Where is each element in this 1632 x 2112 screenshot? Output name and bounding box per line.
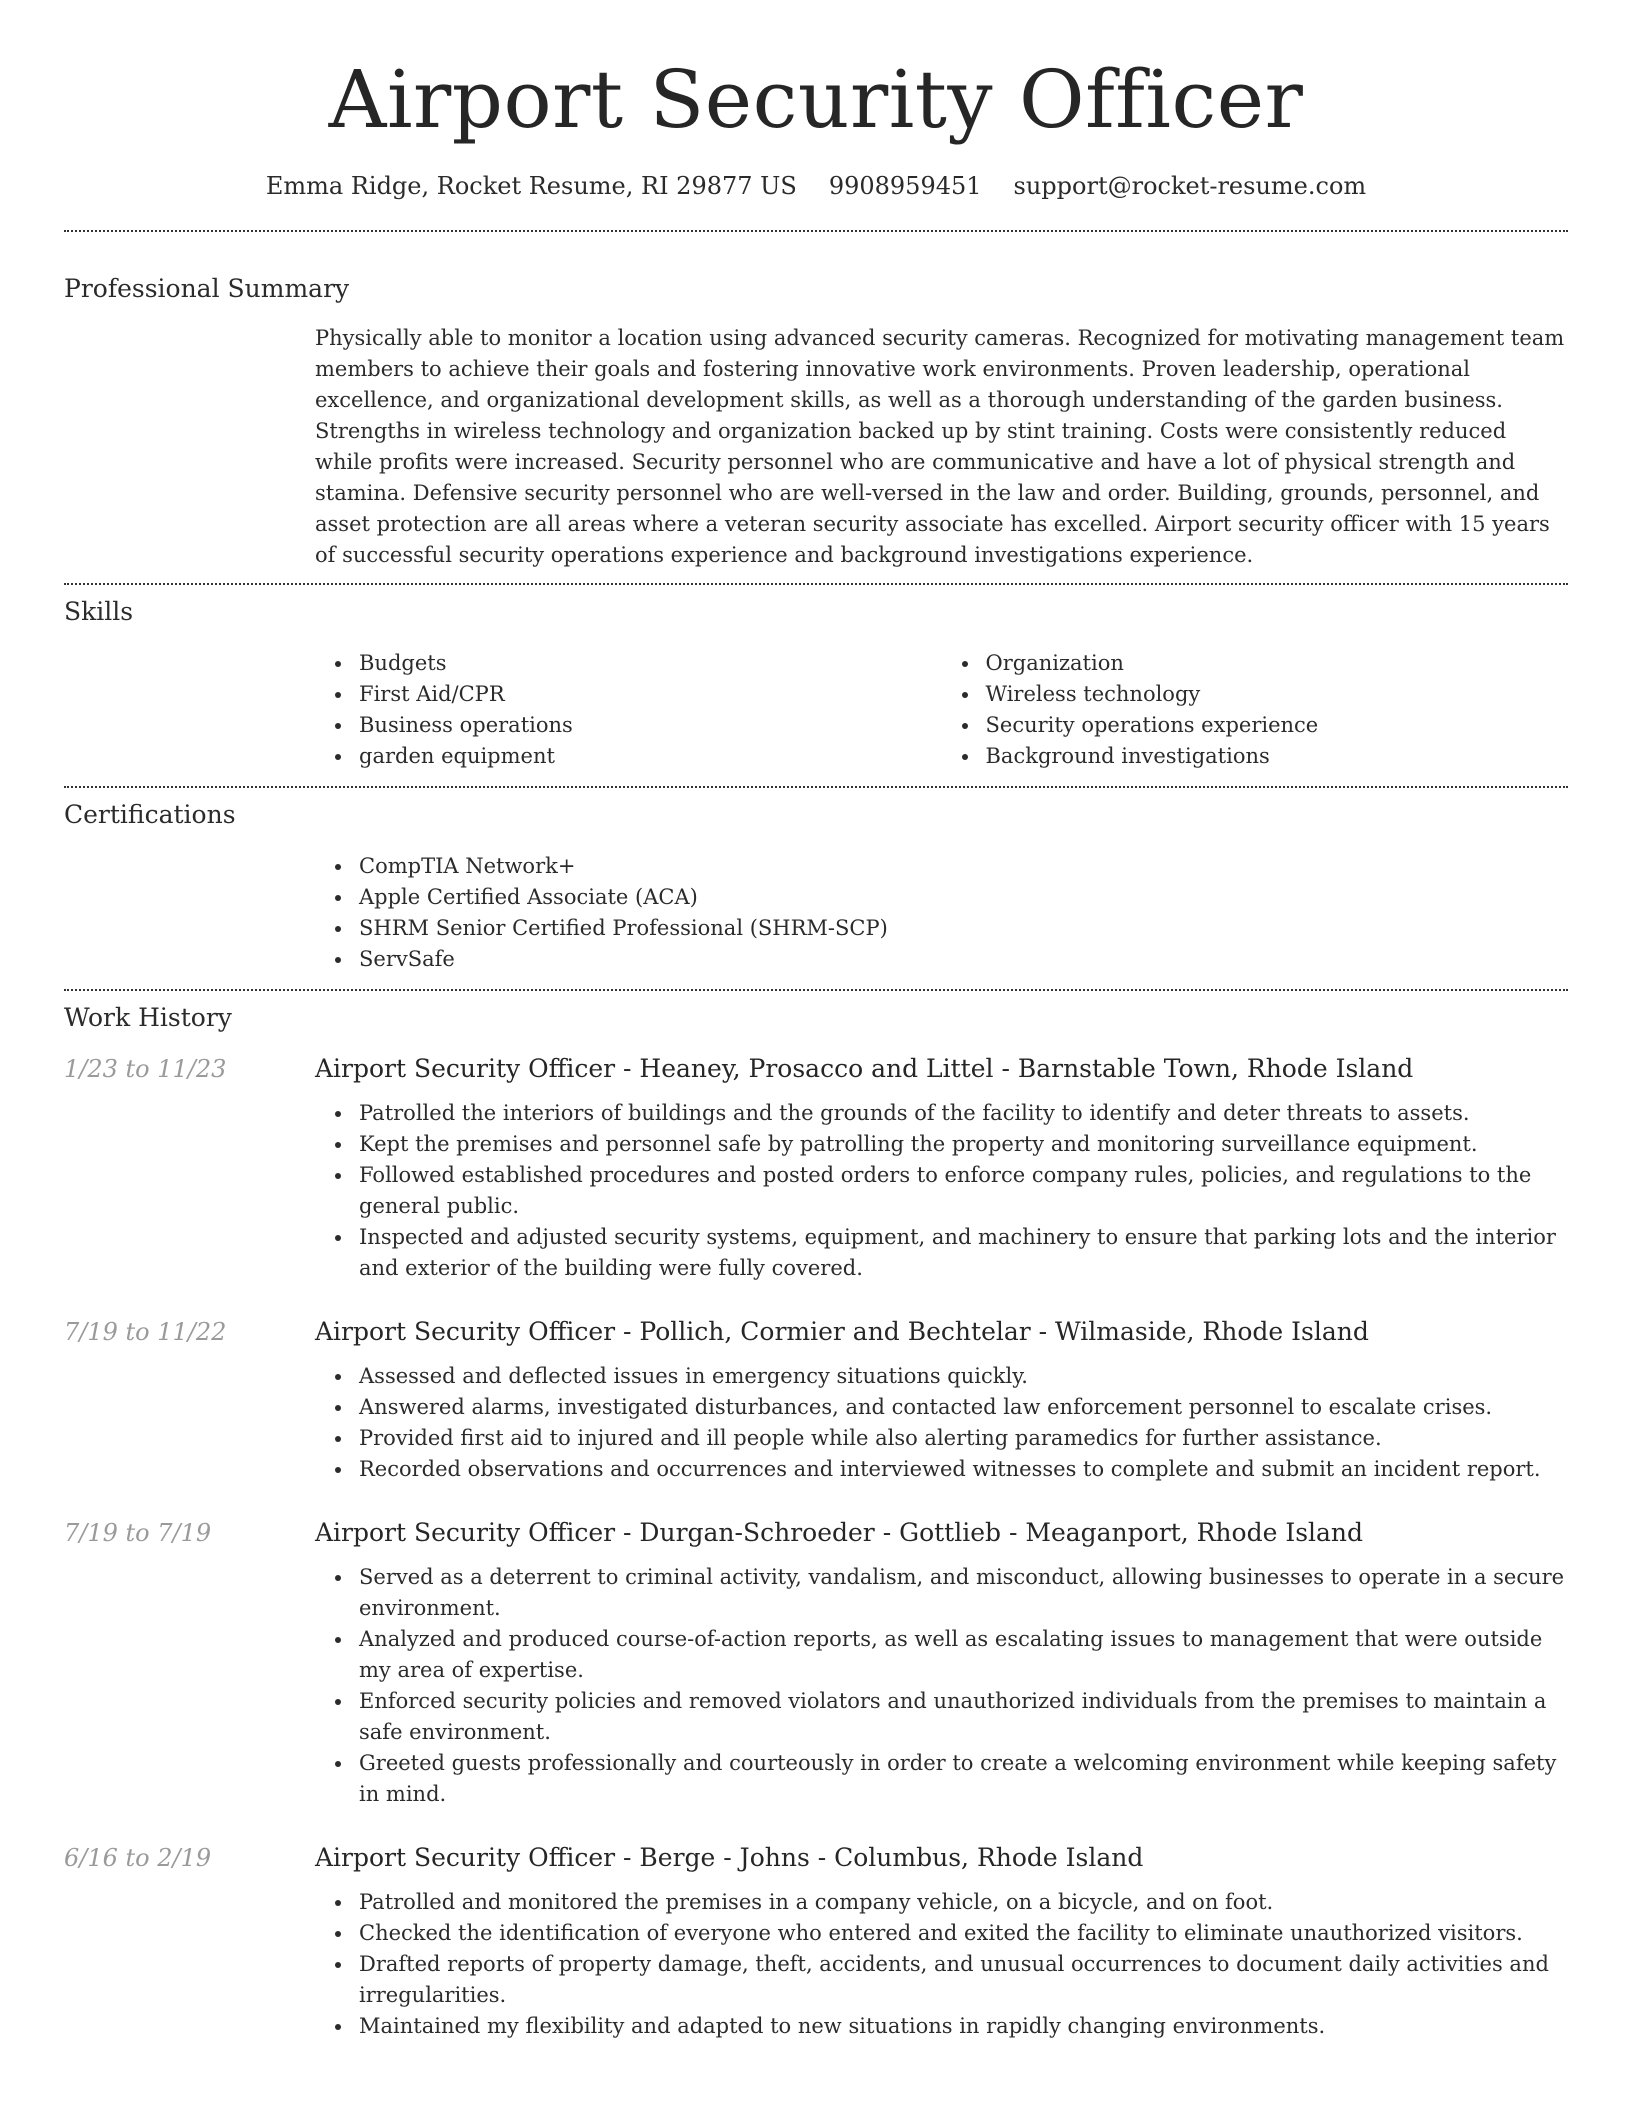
job-entry bbox=[64, 1516, 1568, 1810]
job-duty: Patrolled the interiors of buildings and the grounds of the facility to identify and deter threats to assets. bbox=[359, 1098, 1568, 1129]
skills-section bbox=[64, 585, 1568, 786]
contact-line bbox=[64, 172, 1568, 200]
job-entry bbox=[64, 1841, 1568, 2042]
job-duty: Recorded observations and occurrences and interviewed witnesses to complete and submit an incident report. bbox=[359, 1454, 1568, 1485]
contact-phone[interactable]: 9908959451 bbox=[828, 172, 982, 200]
job-duty: Greeted guests professionally and courteously in order to create a welcoming environment while keeping safety in mind. bbox=[359, 1748, 1568, 1810]
job-duty: Kept the premises and personnel safe by patrolling the property and monitoring surveillance equipment. bbox=[359, 1129, 1568, 1160]
skill-item: Budgets bbox=[359, 648, 942, 679]
skill-item: Background investigations bbox=[986, 741, 1569, 772]
summary-section bbox=[64, 232, 1568, 583]
skill-item: garden equipment bbox=[359, 741, 942, 772]
skills-content bbox=[315, 648, 1568, 786]
job-duty: Served as a deterrent to criminal activity, vandalism, and misconduct, allowing businesses to operate in a secure environment. bbox=[359, 1562, 1568, 1624]
skill-item: Security operations experience bbox=[986, 710, 1569, 741]
job-duties bbox=[315, 1562, 1568, 1810]
job-title: Airport Security Officer - Berge - Johns - Columbus, Rhode Island bbox=[315, 1843, 1144, 1872]
certifications-list bbox=[315, 851, 1568, 975]
job-title: Airport Security Officer - Heaney, Prosacco and Littel - Barnstable Town, Rhode Island bbox=[315, 1054, 1414, 1083]
job-duty: Followed established procedures and posted orders to enforce company rules, policies, and regulations to the general public. bbox=[359, 1160, 1568, 1222]
skill-item: Business operations bbox=[359, 710, 942, 741]
job-entry bbox=[64, 1052, 1568, 1284]
summary-text: Physically able to monitor a location using advanced security cameras. Recognized for motivating management team members to achieve their goals and fostering innovative work environments. Proven leadership, operational excellence, and organizational development skills, as well as a thorough understanding of the garden business. Strengths in wireless technology and organization backed up by stint training. Costs were consistently reduced while profits were increased. Security personnel who are communicative and have a lot of physical strength and stamina. Defensive security personnel who are well-versed in the law and order. Building, grounds, personnel, and asset protection are all areas where a veteran security associate has excelled. Airport security officer with 15 years of successful security operations experience and background investigations experience. bbox=[315, 326, 1565, 567]
job-date: 7/19 to 11/22 bbox=[64, 1318, 227, 1346]
work-history-section bbox=[64, 991, 1568, 2042]
job-duty: Drafted reports of property damage, theft, accidents, and unusual occurrences to document daily activities and irregularities. bbox=[359, 1949, 1568, 2011]
skills-heading: Skills bbox=[64, 597, 134, 626]
work-history-heading: Work History bbox=[64, 1003, 232, 1032]
skills-column-2 bbox=[942, 648, 1569, 772]
skill-item: Wireless technology bbox=[986, 679, 1569, 710]
contact-address: Emma Ridge, Rocket Resume, RI 29877 US bbox=[265, 172, 797, 200]
job-date: 1/23 to 11/23 bbox=[64, 1055, 227, 1083]
job-date: 6/16 to 2/19 bbox=[64, 1844, 212, 1872]
job-duties bbox=[315, 1361, 1568, 1485]
certifications-section bbox=[64, 788, 1568, 989]
job-duty: Answered alarms, investigated disturbances, and contacted law enforcement personnel to escalate crises. bbox=[359, 1392, 1568, 1423]
certification-item: SHRM Senior Certified Professional (SHRM-SCP) bbox=[359, 913, 1568, 944]
job-duty: Assessed and deflected issues in emergency situations quickly. bbox=[359, 1361, 1568, 1392]
skills-grid bbox=[315, 648, 1568, 772]
job-duties bbox=[315, 1098, 1568, 1284]
job-title: Airport Security Officer - Pollich, Cormier and Bechtelar - Wilmaside, Rhode Island bbox=[315, 1317, 1369, 1346]
job-duty: Patrolled and monitored the premises in a company vehicle, on a bicycle, and on foot. bbox=[359, 1887, 1568, 1918]
certifications-heading: Certifications bbox=[64, 800, 236, 829]
contact-email[interactable]: support@rocket-resume.com bbox=[1013, 172, 1367, 200]
certification-item: Apple Certified Associate (ACA) bbox=[359, 882, 1568, 913]
job-duties bbox=[315, 1887, 1568, 2042]
job-duty: Analyzed and produced course-of-action reports, as well as escalating issues to management that were outside my area of expertise. bbox=[359, 1624, 1568, 1686]
job-date: 7/19 to 7/19 bbox=[64, 1519, 212, 1547]
job-duty: Maintained my flexibility and adapted to new situations in rapidly changing environments. bbox=[359, 2011, 1568, 2042]
certification-item: CompTIA Network+ bbox=[359, 851, 1568, 882]
job-duty: Checked the identification of everyone who entered and exited the facility to eliminate unauthorized visitors. bbox=[359, 1918, 1568, 1949]
job-title: Airport Security Officer - Durgan-Schroeder - Gottlieb - Meaganport, Rhode Island bbox=[315, 1518, 1364, 1547]
skills-column-1 bbox=[315, 648, 942, 772]
job-duty: Enforced security policies and removed violators and unauthorized individuals from the premises to maintain a safe environment. bbox=[359, 1686, 1568, 1748]
resume-title: Airport Security Officer bbox=[328, 53, 1304, 146]
certifications-content bbox=[315, 851, 1568, 989]
skill-item: Organization bbox=[986, 648, 1569, 679]
job-entry bbox=[64, 1315, 1568, 1485]
summary-heading: Professional Summary bbox=[64, 274, 350, 303]
job-duty: Inspected and adjusted security systems, equipment, and machinery to ensure that parking lots and the interior and exterior of the building were fully covered. bbox=[359, 1222, 1568, 1284]
skill-item: First Aid/CPR bbox=[359, 679, 942, 710]
certification-item: ServSafe bbox=[359, 944, 1568, 975]
job-duty: Provided first aid to injured and ill people while also alerting paramedics for further assistance. bbox=[359, 1423, 1568, 1454]
